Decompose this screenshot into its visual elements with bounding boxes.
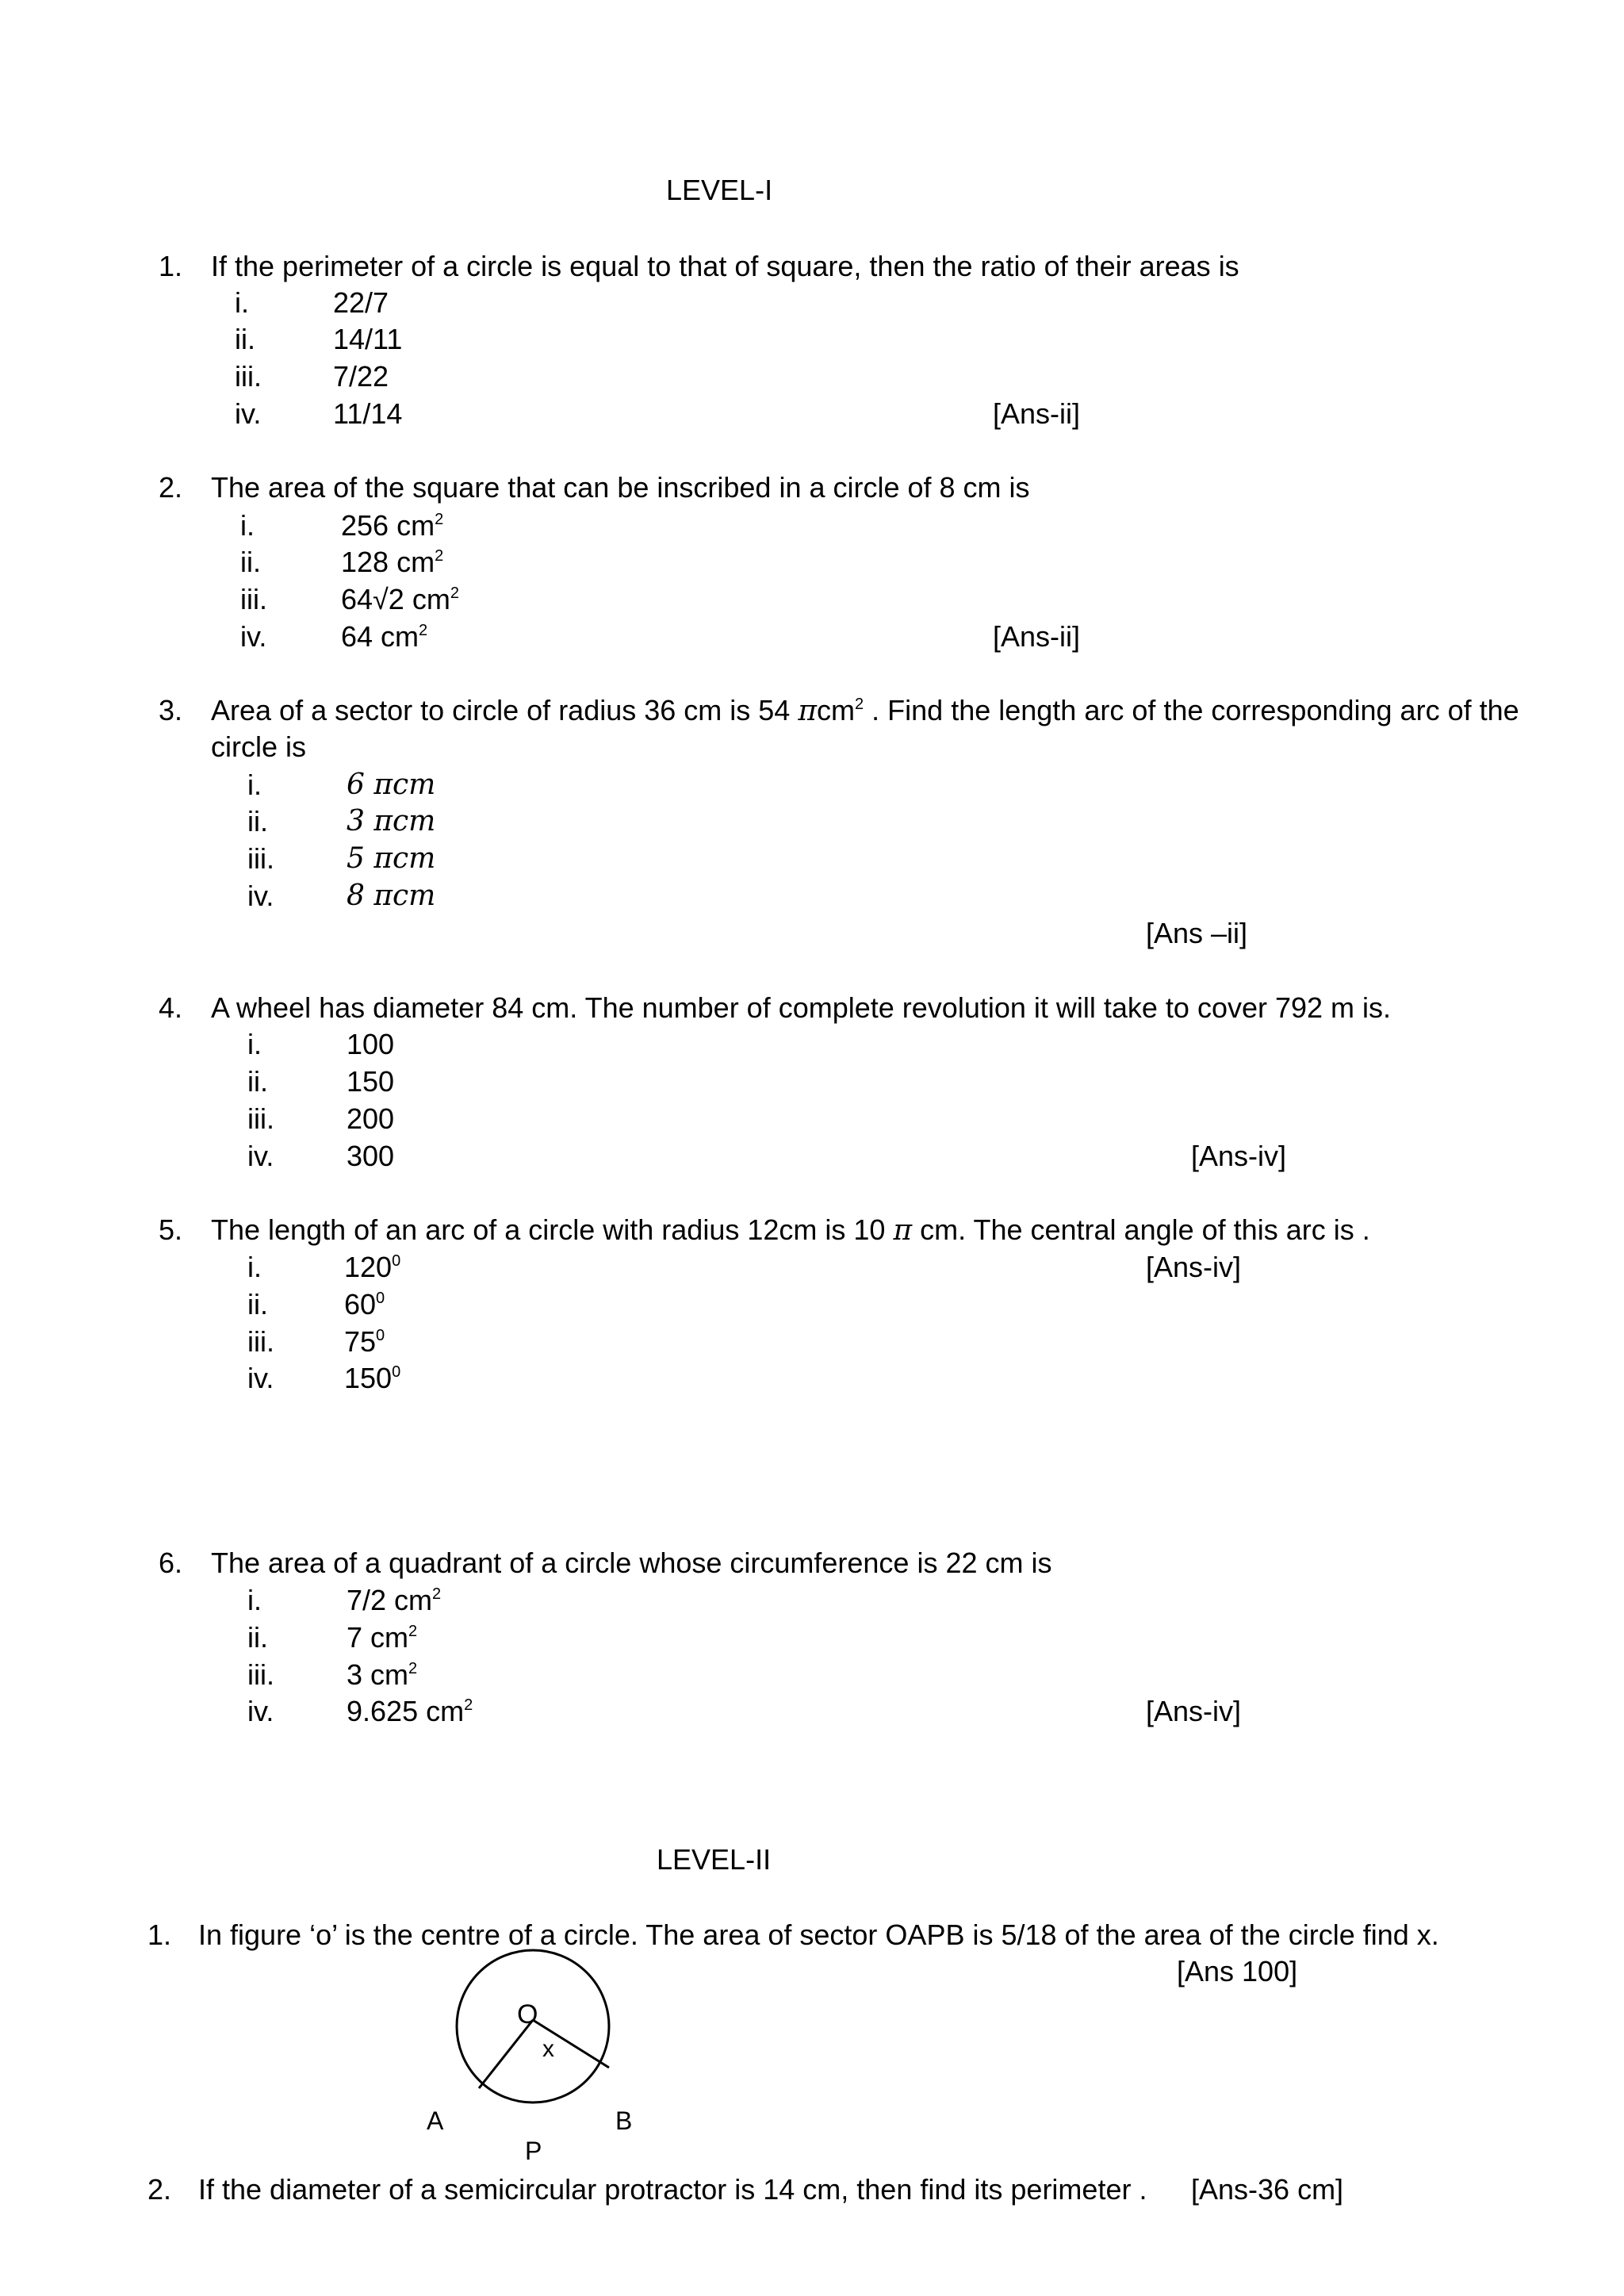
option-value: 128 $cm^2$ (341, 546, 444, 578)
option-value: 14/11 (333, 323, 403, 355)
answer-key: [Ans –ii] (1146, 917, 1248, 949)
option-value: 9.625 $cm^2$ (347, 1695, 473, 1727)
option-label: iv. (247, 880, 274, 912)
sector-figure (412, 1947, 682, 2161)
option-label: ii. (247, 1065, 268, 1098)
option-label: ii. (247, 1288, 268, 1320)
option-label: iii. (247, 842, 274, 875)
point-b-label: B (615, 2106, 633, 2135)
answer-key: [Ans-iv] (1146, 1695, 1242, 1727)
option-label: iii. (247, 1102, 274, 1135)
option-value: 6 πcm (347, 769, 436, 801)
option-label: i. (240, 509, 255, 542)
question-text: The area of the square that can be inscribed in a circle of 8 cm is (211, 471, 1030, 504)
answer-key: [Ans-iv] (1191, 1140, 1287, 1172)
question-number: 3. (159, 694, 183, 726)
point-a-label: A (427, 2106, 444, 2135)
option-label: i. (247, 1028, 262, 1060)
option-value: 11/14 (333, 397, 403, 430)
option-value: 100 (347, 1028, 395, 1060)
angle-label: x (542, 2036, 554, 2062)
option-value: 3 πcm (347, 805, 436, 838)
option-value: 3 $cm^2$ (347, 1658, 418, 1691)
option-value: $75^0$ (344, 1325, 385, 1358)
option-label: iii. (247, 1658, 274, 1691)
option-label: iv. (247, 1140, 274, 1172)
option-value: 64 $cm^2$ (341, 620, 428, 653)
option-value: $60^0$ (344, 1288, 385, 1320)
option-label: iv. (247, 1362, 274, 1394)
option-label: iv. (247, 1695, 274, 1727)
option-value: 300 (347, 1140, 395, 1172)
option-value: 7 $cm^2$ (347, 1621, 418, 1654)
option-value: 5 πcm (347, 842, 436, 875)
option-label: iii. (240, 583, 267, 615)
option-label: ii. (247, 1621, 268, 1654)
question-number: 2. (147, 2173, 172, 2206)
option-label: iv. (235, 397, 262, 430)
option-label: i. (235, 286, 249, 319)
answer-key: [Ans 100] (1177, 1955, 1298, 1987)
option-label: i. (247, 769, 262, 801)
question-number: 6. (159, 1547, 183, 1579)
option-value: 200 (347, 1102, 395, 1135)
question-number: 4. (159, 991, 183, 1024)
question-text-continued: circle is (211, 730, 307, 763)
answer-key: [Ans-ii] (993, 397, 1081, 430)
option-label: ii. (235, 323, 255, 355)
question-text: If the perimeter of a circle is equal to that of square, then the ratio of their areas is (211, 250, 1239, 282)
option-value: 8 πcm (347, 880, 436, 912)
option-label: iii. (247, 1325, 274, 1358)
option-value: $150^0$ (344, 1362, 401, 1394)
question-text: The area of a quadrant of a circle whose circumference is 22 cm is (211, 1547, 1052, 1579)
option-value: $120^0$ (344, 1251, 401, 1283)
option-label: iii. (235, 360, 262, 393)
option-label: i. (247, 1251, 262, 1283)
question-number: 2. (159, 471, 183, 504)
option-label: i. (247, 1584, 262, 1616)
option-value: 256 $cm^2$ (341, 509, 444, 542)
option-label: ii. (240, 546, 261, 578)
answer-key: [Ans-36 cm] (1191, 2173, 1344, 2206)
radius-oa (479, 2020, 533, 2088)
level-2-heading: LEVEL-II (657, 1843, 772, 1876)
answer-key: [Ans-ii] (993, 620, 1081, 653)
option-value: 150 (347, 1065, 395, 1098)
option-value: 7/22 (333, 360, 389, 393)
option-label: ii. (247, 805, 268, 838)
question-text: A wheel has diameter 84 cm. The number of complete revolution it will take to cover 792 m is. (211, 991, 1392, 1024)
question-number: 1. (147, 1918, 172, 1951)
option-value: 22/7 (333, 286, 389, 319)
question-number: 1. (159, 250, 183, 282)
option-value: 7/2 $cm^2$ (347, 1584, 442, 1616)
center-label: O (517, 1999, 538, 2030)
question-text: The length of an arc of a circle with radius 12cm is 10 π cm. The central angle of this arc is . (211, 1213, 1370, 1247)
answer-key: [Ans-iv] (1146, 1251, 1242, 1283)
question-number: 5. (159, 1213, 183, 1246)
question-text: If the diameter of a semicircular protractor is 14 cm, then find its perimeter . (198, 2173, 1147, 2206)
question-text: Area of a sector to circle of radius 36 cm is 54 πcm$^2$ . Find the length arc of the corresponding arc of the (211, 694, 1519, 727)
option-value: 64√2 $cm^2$ (341, 583, 459, 615)
option-label: iv. (240, 620, 267, 653)
level-1-heading: LEVEL-I (666, 174, 773, 206)
point-p-label: P (525, 2137, 542, 2161)
question-text: In figure ‘o’ is the centre of a circle. The area of sector OAPB is 5/18 of the area of the circle find x. (198, 1918, 1439, 1951)
